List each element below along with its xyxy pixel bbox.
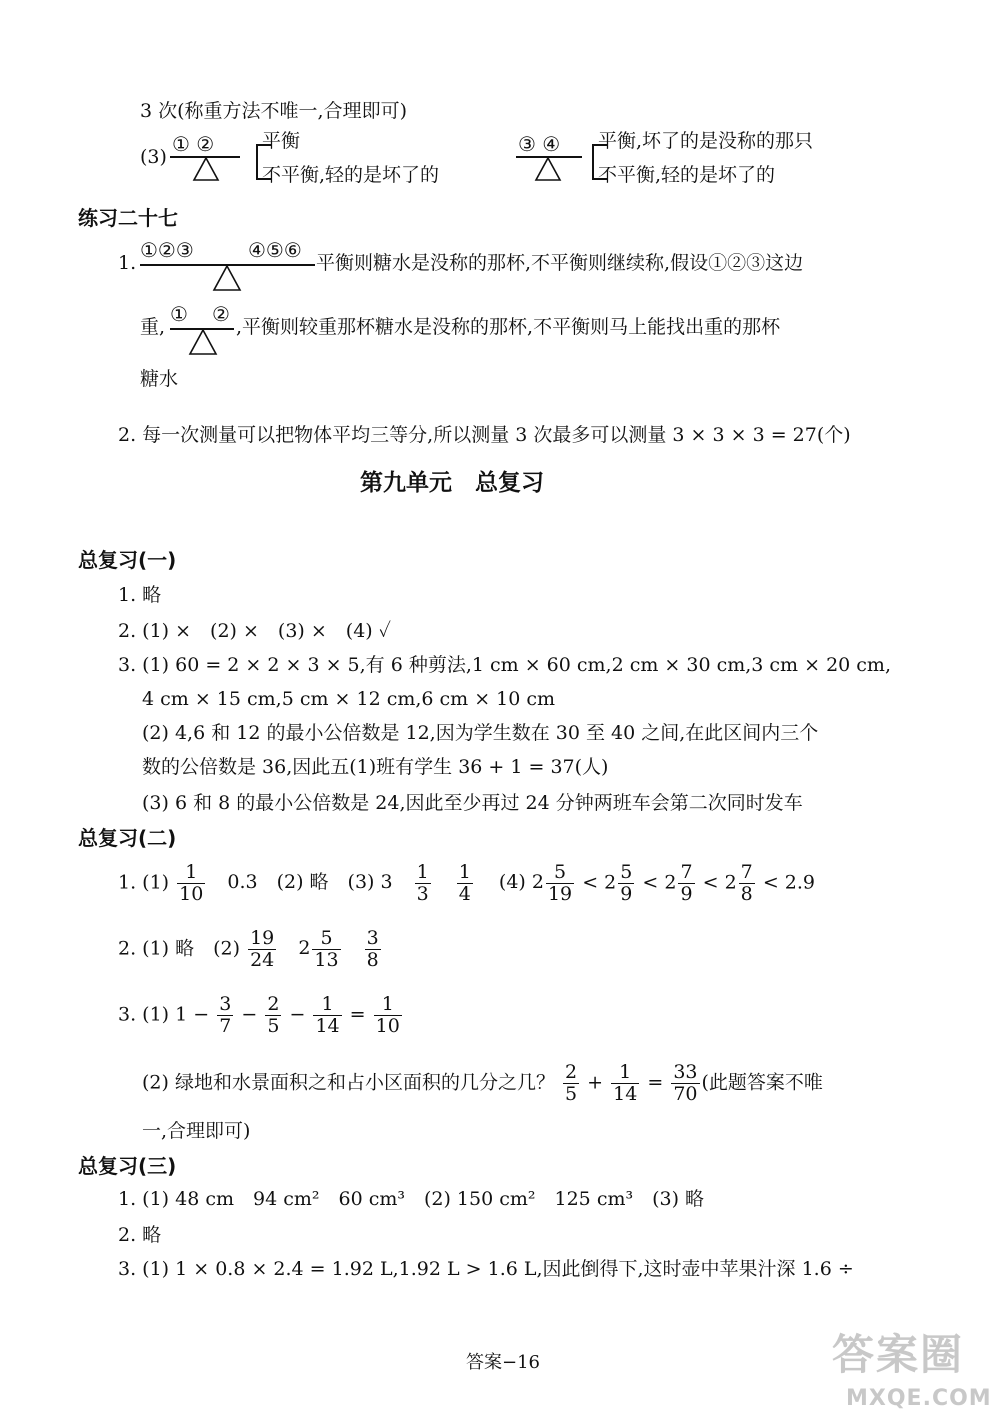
fraction: $\frac{1}{14}$ xyxy=(613,1061,638,1105)
fulcrum-icon xyxy=(534,156,562,182)
fraction: $\frac{7}{8}$ xyxy=(740,861,753,905)
section-heading: 练习二十七 xyxy=(78,206,178,230)
unbalance-result: 不平衡,轻的是坏了的 xyxy=(598,164,776,186)
balance-scale-diagram xyxy=(170,302,240,362)
answer-text: ,平衡则较重那杯糖水是没称的那杯,不平衡则马上能找出重的那杯 xyxy=(236,316,781,338)
fraction: $\frac{3}{7}$ xyxy=(219,993,232,1037)
fraction: $\frac{1}{10}$ xyxy=(179,861,204,905)
operator: < xyxy=(702,871,719,894)
scale-label-left: ①②③ xyxy=(140,238,194,262)
answer-text: 糖水 xyxy=(140,368,179,390)
section-heading: 总复习(二) xyxy=(78,826,177,850)
question-number: 1. (1) xyxy=(118,871,170,894)
answer-text: 重, xyxy=(140,316,166,338)
answer-text: (2) 4,6 和 12 的最小公倍数是 12,因为学生数在 30 至 40 之间,在此区间内三个 xyxy=(142,722,819,744)
fraction: $\frac{3}{8}$ xyxy=(366,927,379,971)
fraction: $\frac{1}{10}$ xyxy=(375,993,400,1037)
operator: < xyxy=(642,871,659,894)
scale-label-left: ① xyxy=(170,302,188,326)
operator: = xyxy=(349,1003,366,1026)
fulcrum-icon xyxy=(188,328,218,356)
answer-text: 2. 略 xyxy=(118,1224,162,1246)
fraction: $\frac{2}{5}$ xyxy=(565,1061,578,1105)
fraction: $\frac{2}{5}$ xyxy=(267,993,280,1037)
whole-number: 2 xyxy=(664,871,677,894)
fraction: $\frac{5}{19}$ xyxy=(547,861,573,905)
answer-text: < 2.9 xyxy=(762,871,815,894)
answer-text: (4) 2 xyxy=(498,871,544,894)
answer-text: 2. (1) × (2) × (3) × (4) ✓ xyxy=(118,620,391,642)
answer-text: 一,合理即可) xyxy=(142,1120,251,1142)
answer-text: 2. 每一次测量可以把物体平均三等分,所以测量 3 次最多可以测量 3 × 3 × 3 = 27(个) xyxy=(118,424,851,446)
operator: + xyxy=(587,1071,604,1094)
answer-text: 1. (1) 48 cm 94 cm² 60 cm³ (2) 150 cm² 125 cm³ (3) 略 xyxy=(118,1188,705,1210)
balance-result: 平衡,坏了的是没称的那只 xyxy=(598,130,814,152)
fraction: $\frac{1}{4}$ xyxy=(458,861,471,905)
answer-text: 0.3 (2) 略 (3) 3 xyxy=(227,871,393,894)
operator: − xyxy=(289,1003,306,1026)
answer-text: 数的公倍数是 36,因此五(1)班有学生 36 + 1 = 37(人) xyxy=(142,756,609,778)
answer-text: 4 cm × 15 cm,5 cm × 12 cm,6 cm × 10 cm xyxy=(142,688,556,710)
balance-scale-diagram xyxy=(516,132,596,192)
whole-number: 2 xyxy=(298,937,311,960)
answer-line: 3 次(称重方法不唯一,合理即可) xyxy=(140,100,407,122)
balance-scale-diagram xyxy=(140,238,320,298)
answer-text: (此题答案不唯 xyxy=(701,1071,823,1094)
answer-text: 1. 略 xyxy=(118,584,162,606)
operator: − xyxy=(241,1003,258,1026)
section-heading: 总复习(三) xyxy=(78,1154,177,1178)
unbalance-result: 不平衡,轻的是坏了的 xyxy=(262,164,440,186)
operator: < xyxy=(582,871,599,894)
answer-line xyxy=(142,1062,823,1105)
page-title: 第九单元 总复习 xyxy=(360,470,544,496)
answer-line xyxy=(118,994,404,1037)
answer-line xyxy=(118,862,815,905)
scale-label-left: ① ② xyxy=(172,132,215,156)
fraction: $\frac{19}{24}$ xyxy=(250,927,275,971)
scale-label-right: ② xyxy=(212,302,230,326)
fraction: $\frac{1}{3}$ xyxy=(416,861,429,905)
page-number: 答案−16 xyxy=(466,1352,540,1373)
bracket xyxy=(592,144,594,180)
fraction: $\frac{5}{9}$ xyxy=(620,861,633,905)
question-label: (3) xyxy=(140,146,167,168)
answer-text: (3) 6 和 8 的最小公倍数是 24,因此至少再过 24 分钟两班车会第二次同时发车 xyxy=(142,792,803,814)
fulcrum-icon xyxy=(212,264,242,292)
answer-text: 3. (1) 1 − xyxy=(118,1003,210,1026)
watermark-url: MXQE.COM xyxy=(846,1386,992,1411)
scale-label-right: ④⑤⑥ xyxy=(248,238,302,262)
fraction: $\frac{33}{70}$ xyxy=(673,1061,698,1105)
answer-text: 3. (1) 1 × 0.8 × 2.4 = 1.92 L,1.92 L > 1.6 L,因此倒得下,这时壶中苹果汁深 1.6 ÷ xyxy=(118,1258,854,1280)
answer-text: 平衡则糖水是没称的那杯,不平衡则继续称,假设①②③这边 xyxy=(316,252,804,274)
answer-text: 3. (1) 60 = 2 × 2 × 3 × 5,有 6 种剪法,1 cm × 60 cm,2 cm × 30 cm,3 cm × 20 cm, xyxy=(118,654,891,676)
operator: = xyxy=(647,1071,664,1094)
answer-line xyxy=(118,928,383,971)
bracket xyxy=(256,144,258,180)
balance-result: 平衡 xyxy=(262,130,301,152)
watermark-logo: 答案圈 xyxy=(832,1330,965,1379)
fulcrum-icon xyxy=(192,156,220,182)
fraction: $\frac{5}{13}$ xyxy=(314,927,339,971)
fraction: $\frac{7}{9}$ xyxy=(680,861,693,905)
scale-label-right: ③ ④ xyxy=(518,132,561,156)
balance-scale-diagram xyxy=(170,132,250,192)
whole-number: 2 xyxy=(604,871,617,894)
question-number: 1. xyxy=(118,252,137,274)
section-heading: 总复习(一) xyxy=(78,548,177,572)
fraction: $\frac{1}{14}$ xyxy=(315,993,340,1037)
answer-text: (2) 绿地和水景面积之和占小区面积的几分之几？ xyxy=(142,1071,555,1094)
answer-text: 2. (1) 略 (2) xyxy=(118,937,241,960)
whole-number: 2 xyxy=(724,871,737,894)
